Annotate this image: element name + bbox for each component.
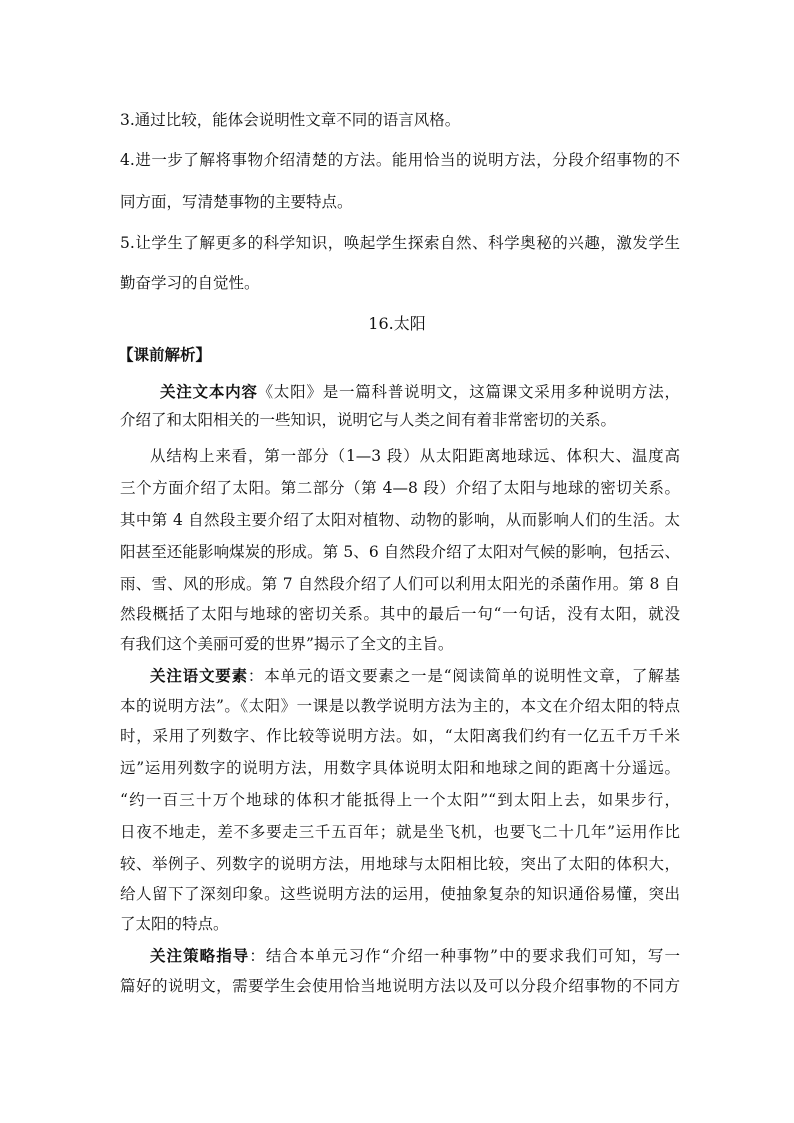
p3-line-1: 关注语文要素：本单元的语文要素之一是“阅读简单的说明性文章，了解基 [150, 666, 680, 685]
objective-4-line-2: 同方面，写清楚事物的主要特点。 [120, 193, 353, 211]
lesson-title: 16.太阳 [368, 314, 426, 333]
p2-line-4: 阳甚至还能影响煤炭的形成。第 5、6 自然段介绍了太阳对气候的影响，包括云、 [120, 543, 680, 561]
p2-line-2: 三个方面介绍了太阳。第二部分（第 4—8 段）介绍了太阳与地球的密切关系。 [120, 479, 680, 497]
p1-label: 关注文本内容 [160, 382, 258, 401]
p3-line-7: 较、举例子、列数字的说明方法，用地球与太阳相比较，突出了太阳的体积大， [120, 855, 680, 873]
p3-line-3: 时，采用了列数字、作比较等说明方法。如，“太阳离我们约有一亿五千万千米 [120, 727, 680, 745]
p4-line-2: 篇好的说明文，需要学生会使用恰当地说明方法以及可以分段介绍事物的不同方 [120, 977, 680, 995]
p2-line-3: 其中第 4 自然段主要介绍了太阳对植物、动物的影响，从而影响人们的生活。太 [120, 511, 680, 529]
p3-line-9: 了太阳的特点。 [120, 915, 229, 933]
p2-line-5: 雨、雪、风的形成。第 7 自然段介绍了人们可以利用太阳光的杀菌作用。第 8 自 [120, 575, 680, 593]
objective-5-line-1: 5.让学生了解更多的科学知识，唤起学生探索自然、科学奥秘的兴趣，激发学生 [120, 234, 680, 252]
section-heading: 【课前解析】 [118, 345, 212, 364]
objective-5-line-2: 勤奋学习的自觉性。 [120, 274, 260, 292]
p3-line-4: 远”运用列数字的说明方法，用数字具体说明太阳和地球之间的距离十分遥远。 [120, 759, 680, 777]
p3-line-6: 日夜不地走，差不多要走三千五百年；就是坐飞机，也要飞二十几年”运用作比 [120, 823, 680, 841]
objective-3: 3.通过比较，能体会说明性文章不同的语言风格。 [120, 111, 461, 129]
p3-label: 关注语文要素 [150, 666, 248, 685]
p4-label: 关注策略指导 [150, 946, 250, 965]
p3-line-2: 本的说明方法”。《太阳》一课是以教学说明方法为主的，本文在介绍太阳的特点 [120, 697, 680, 715]
p1-line-1: 关注文本内容《太阳》是一篇科普说明文，这篇课文采用多种说明方法， [160, 382, 680, 401]
objective-4-line-1: 4.进一步了解将事物介绍清楚的方法。能用恰当的说明方法，分段介绍事物的不 [120, 151, 680, 169]
p4-line-1: 关注策略指导：结合本单元习作“介绍一种事物”中的要求我们可知，写一 [150, 946, 680, 965]
p2-line-7: 有我们这个美丽可爱的世界”揭示了全文的主旨。 [120, 635, 454, 653]
p2-line-1: 从结构上来看，第一部分（1—3 段）从太阳距离地球远、体积大、温度高 [150, 447, 680, 465]
p2-line-6: 然段概括了太阳与地球的密切关系。其中的最后一句“一句话，没有太阳，就没 [120, 605, 680, 623]
p3-line-8: 给人留下了深刻印象。这些说明方法的运用，使抽象复杂的知识通俗易懂，突出 [120, 885, 680, 903]
p3-line-5: “约一百三十万个地球的体积才能抵得上一个太阳”“到太阳上去，如果步行， [120, 791, 680, 809]
p1-line-2: 介绍了和太阳相关的一些知识，说明它与人类之间有着非常密切的关系。 [120, 411, 617, 429]
